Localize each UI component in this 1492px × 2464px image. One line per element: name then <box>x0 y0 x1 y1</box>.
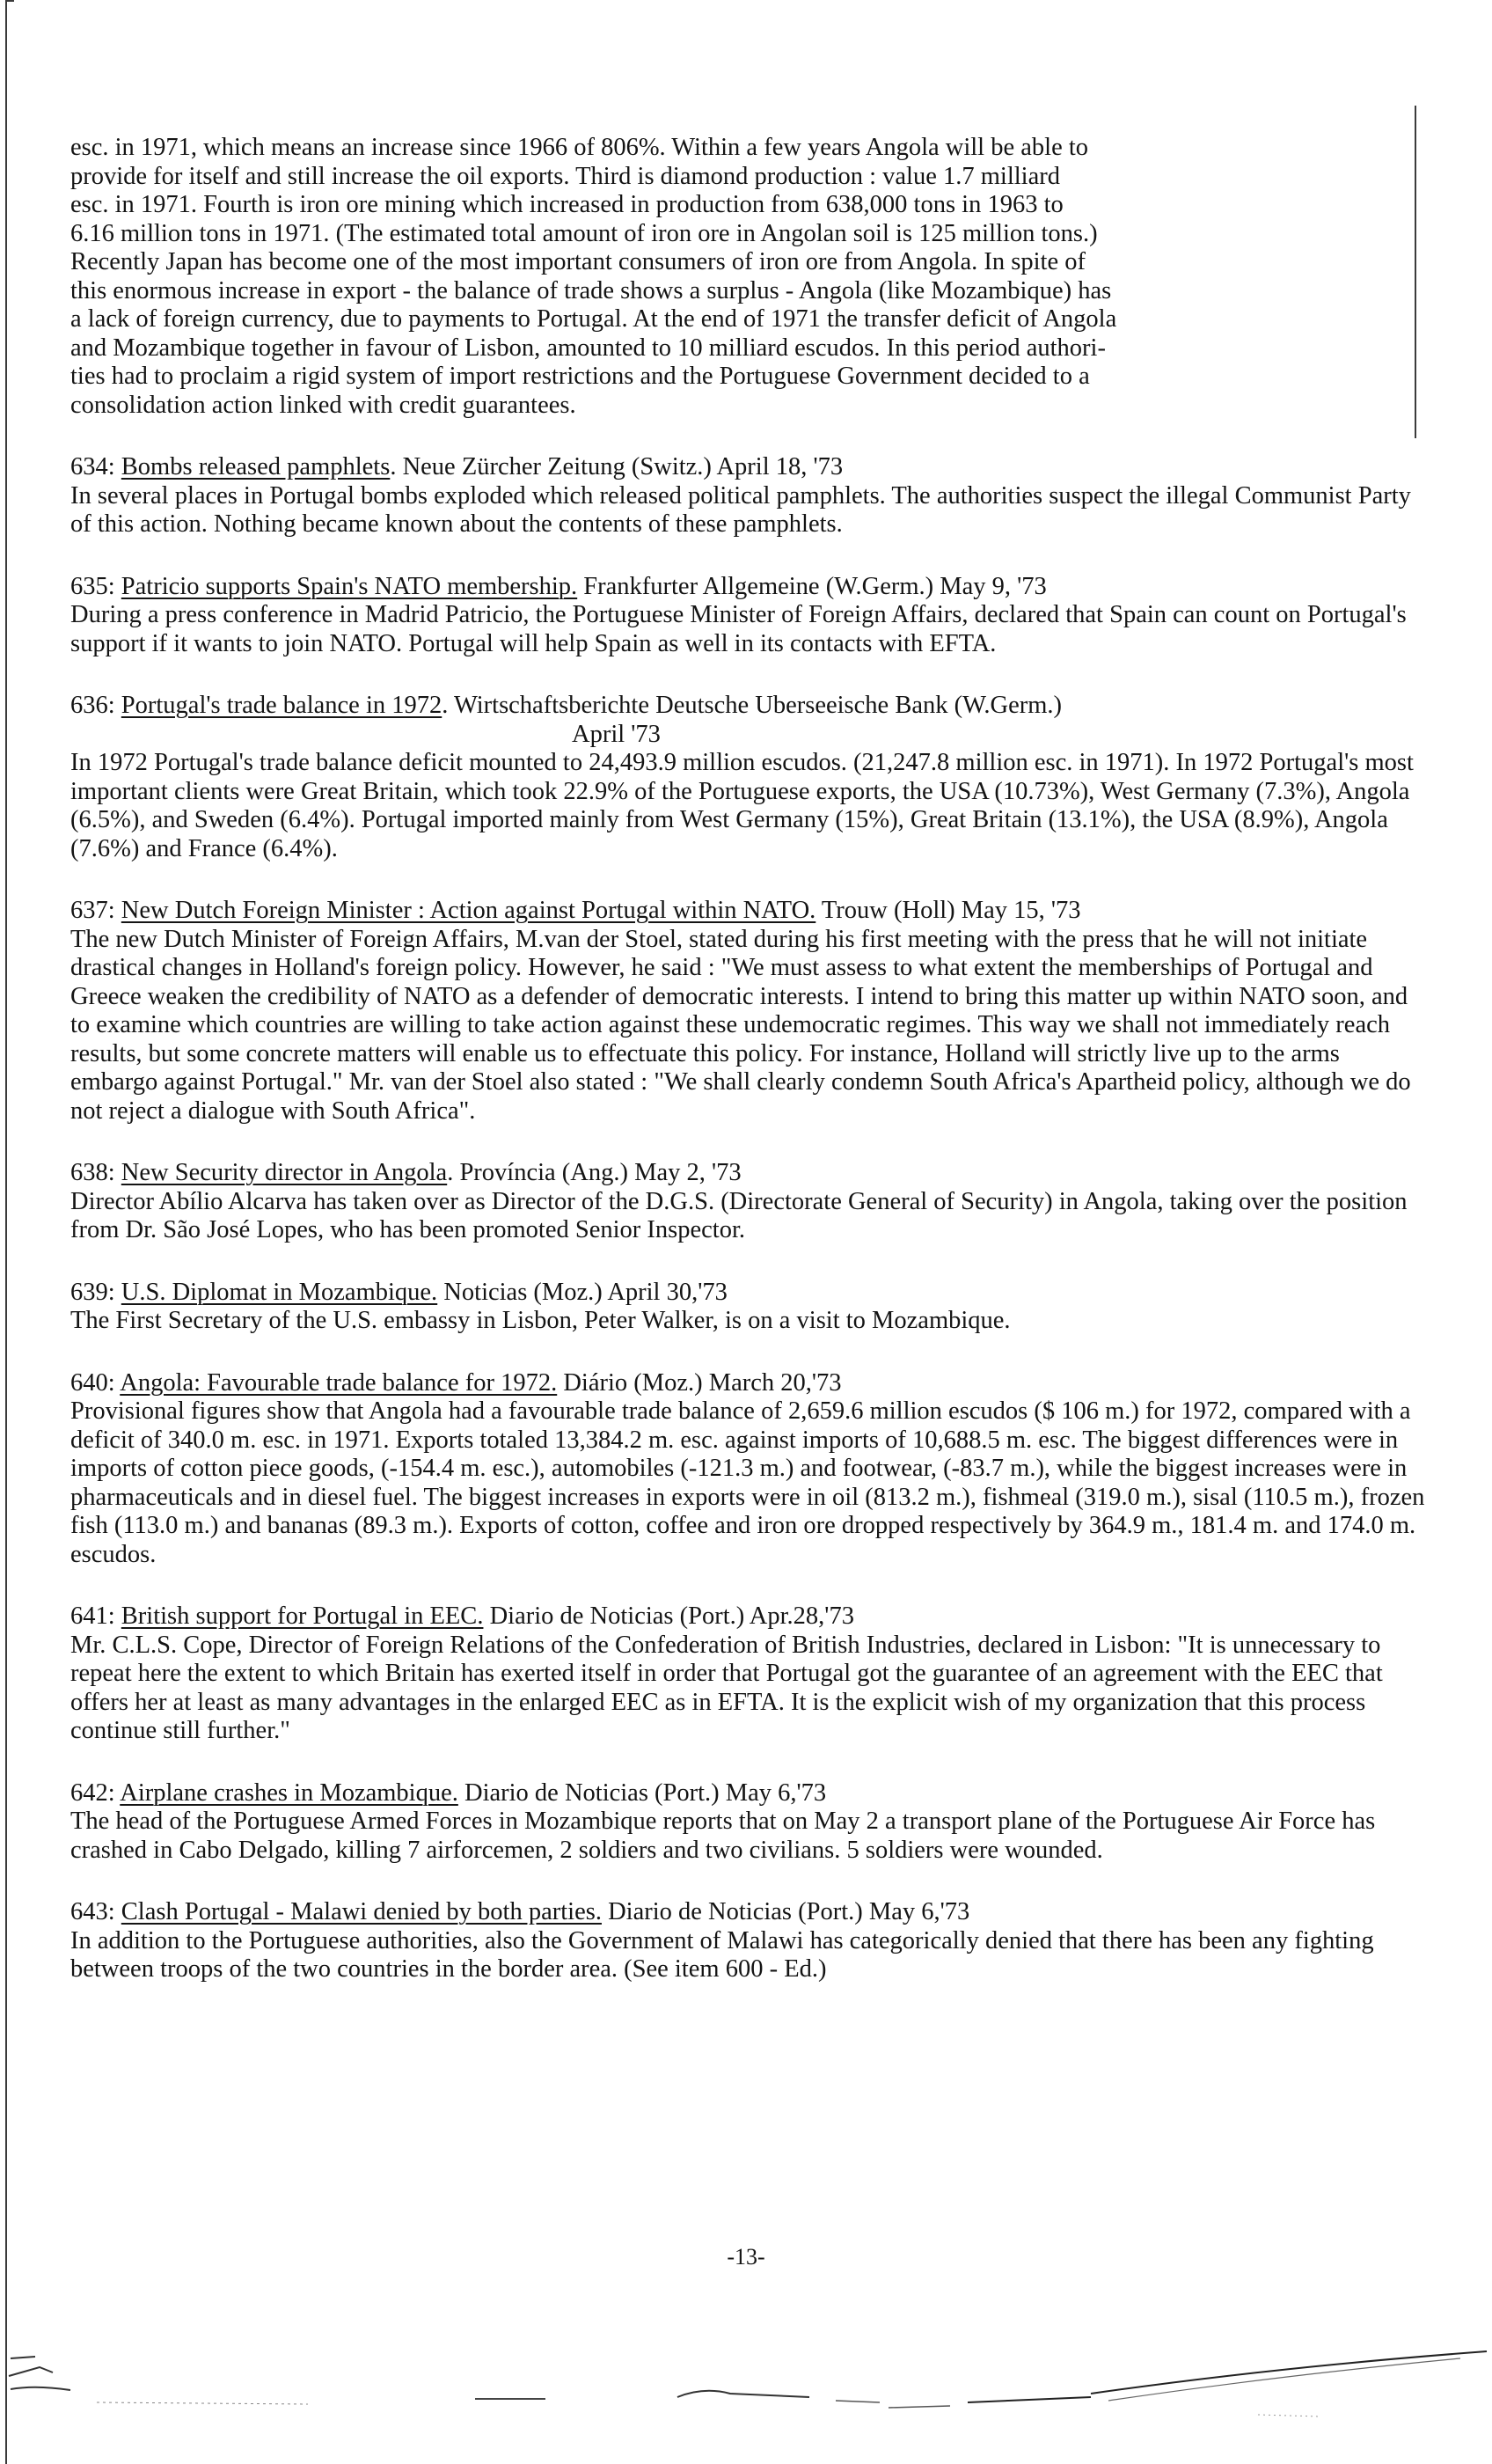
item-body: Director Abílio Alcarva has taken over as Director of the D.G.S. (Directorate General of Security) in Angola, taking over the position from Dr. São José Lopes, who has been promoted Senior Inspector. <box>70 1187 1408 1243</box>
item-source: . Província (Ang.) May 2, '73 <box>447 1159 742 1186</box>
page-number: -13- <box>727 2244 765 2270</box>
item-source: . Neue Zürcher Zeitung (Switz.) April 18, '73 <box>390 453 844 480</box>
intro-line: consolidation action linked with credit guarantees. <box>70 391 576 419</box>
item-body: Provisional figures show that Angola had a favourable trade balance of 2,659.6 million escudos ($ 106 m.) for 1972, compared with a deficit of 340.0 m. esc. in 1971. Exports totaled 13,384.2 m. esc. against imports of 10,688.5 m. esc. The biggest differences were in imports of cotton piece goods, (-154.4 m. esc.), automobiles (-121.3 m.) and footwear, (-83.7 m.), while the biggest increases were in pharmaceuticals and in diesel fuel. The biggest increases in exports were in oil (813.2 m.), fishmeal (319.0 m.), sisal (110.5 m.), frozen fish (113.0 m.) and bananas (89.3 m.). Exports of cotton, coffee and iron ore dropped respectively by 364.9 m., 181.4 m. and 174.0 m. escudos. <box>70 1397 1425 1568</box>
intro-line: 6.16 million tons in 1971. (The estimated total amount of iron ore in Angolan soil is 125 million tons.) <box>70 219 1098 247</box>
item-number: 634: <box>70 453 115 480</box>
item-title: U.S. Diplomat in Mozambique. <box>121 1278 438 1306</box>
item-body: The new Dutch Minister of Foreign Affairs, M.van der Stoel, stated during his first meeting with the press that he will not initiate drastical changes in Holland's foreign policy. However, he said : "We must assess to what extent the memberships of Portugal and Greece weaken the credibility of NATO as a defender of democratic interests. I intend to bring this matter up within NATO soon, and to examine which countries are willing to take action against these undemocratic regimes. This way we shall not immediately reach results, but some concrete matters will enable us to effectuate this policy. For instance, Holland will strictly live up to the arms embargo against Portugal." Mr. van der Stoel also stated : "We shall clearly condemn South Africa's Apartheid policy, although we do not reject a dialogue with South Africa". <box>70 925 1411 1125</box>
item-title: British support for Portugal in EEC. <box>121 1602 484 1630</box>
news-item-634 <box>70 453 1425 539</box>
item-title: Airplane crashes in Mozambique. <box>120 1778 458 1807</box>
item-title: Patricio supports Spain's NATO membership. <box>121 572 578 600</box>
item-body: In addition to the Portuguese authorities, also the Government of Malawi has categorically denied that there has been any fighting between troops of the two countries in the border area. (See item 600 - Ed.) <box>70 1926 1374 1983</box>
item-number: 638: <box>70 1159 115 1186</box>
item-body: In several places in Portugal bombs exploded which released political pamphlets. The authorities suspect the illegal Communist Party of this action. Nothing became known about the contents of these pamphlets. <box>70 481 1411 538</box>
intro-line: provide for itself and still increase the oil exports. Third is diamond production : value 1.7 milliard <box>70 162 1060 190</box>
item-title: Bombs released pamphlets <box>121 453 391 480</box>
intro-line: a lack of foreign currency, due to payments to Portugal. At the end of 1971 the transfer deficit of Angola <box>70 305 1117 333</box>
item-source: Noticias (Moz.) April 30,'73 <box>437 1278 728 1306</box>
item-source: Diario de Noticias (Port.) Apr.28,'73 <box>483 1602 854 1630</box>
news-item-637 <box>70 897 1425 1126</box>
news-item-heading <box>70 1279 1425 1308</box>
news-item-heading <box>70 1779 1425 1808</box>
item-number: 635: <box>70 572 115 600</box>
item-source: Diário (Moz.) March 20,'73 <box>557 1368 842 1397</box>
item-title: Portugal's trade balance in 1972 <box>121 692 442 719</box>
item-source: Diario de Noticias (Port.) May 6,'73 <box>457 1778 827 1807</box>
page-left-edge-line <box>5 0 7 2464</box>
item-body: The First Secretary of the U.S. embassy in Lisbon, Peter Walker, is on a visit to Mozambique. <box>70 1307 1011 1334</box>
news-item-642 <box>70 1779 1425 1866</box>
news-item-heading <box>70 1369 1425 1398</box>
item-number: 639: <box>70 1278 115 1306</box>
document-content <box>70 134 1425 1984</box>
item-number: 643: <box>70 1898 115 1925</box>
item-source: Frankfurter Allgemeine (W.Germ.) May 9, '73 <box>577 572 1047 600</box>
news-item-636 <box>70 692 1425 863</box>
item-number: 642: <box>70 1778 115 1807</box>
item-source-date: April '73 <box>572 720 661 748</box>
item-body: In 1972 Portugal's trade balance deficit mounted to 24,493.9 million escudos. (21,247.8 million esc. in 1971). In 1972 Portugal's most important clients were Great Britain, which took 22.9% of the Portuguese exports, the USA (10.73%), West Germany (7.3%), Angola (6.5%), and Sweden (6.4%). Portugal imported mainly from West Germany (15%), Great Britain (13.1%), the USA (8.9%), Angola (7.6%) and France (6.4%). <box>70 749 1414 862</box>
item-number: 637: <box>70 897 115 924</box>
news-item-638 <box>70 1159 1425 1245</box>
news-item-heading <box>70 453 1425 482</box>
news-item-643 <box>70 1898 1425 1984</box>
intro-line: ties had to proclaim a rigid system of import restrictions and the Portuguese Government decided to a <box>70 363 1090 390</box>
intro-line: this enormous increase in export - the balance of trade shows a surplus - Angola (like Mozambique) has <box>70 276 1112 304</box>
intro-line: esc. in 1971, which means an increase since 1966 of 806%. Within a few years Angola will be able to <box>70 134 1089 161</box>
intro-line: and Mozambique together in favour of Lisbon, amounted to 10 milliard escudos. In this period authori- <box>70 334 1106 362</box>
news-item-639 <box>70 1279 1425 1336</box>
news-item-635 <box>70 573 1425 659</box>
item-title: New Dutch Foreign Minister : Action against Portugal within NATO. <box>121 897 816 924</box>
intro-line: esc. in 1971. Fourth is iron ore mining which increased in production from 638,000 tons in 1963 to <box>70 191 1064 218</box>
news-item-heading <box>70 1602 1425 1632</box>
item-body: Mr. C.L.S. Cope, Director of Foreign Relations of the Confederation of British Industries, declared in Lisbon: "It is unnecessary to repeat here the extent to which Britain has exerted itself in order that Portugal got the guarantee of an agreement with the EEC that offers her at least as many advantages in the enlarged EEC as in EFTA. It is the explicit wish of my organization that this process continue still further." <box>70 1631 1383 1744</box>
item-number: 640: <box>70 1368 115 1397</box>
page-corner-mark <box>5 0 14 2</box>
item-source: Trouw (Holl) May 15, '73 <box>815 897 1081 924</box>
item-source: Diario de Noticias (Port.) May 6,'73 <box>601 1898 970 1925</box>
news-item-heading <box>70 573 1425 602</box>
news-item-640 <box>70 1369 1425 1570</box>
item-number: 636: <box>70 692 115 719</box>
news-item-641 <box>70 1602 1425 1746</box>
item-title: New Security director in Angola <box>121 1159 448 1186</box>
item-body: The head of the Portuguese Armed Forces in Mozambique reports that on May 2 a transport plane of the Portuguese Air Force has crashed in Cabo Delgado, killing 7 airforcemen, 2 soldiers and two civilians. 5 soldiers were wounded. <box>70 1808 1376 1864</box>
item-source: . Wirtschaftsberichte Deutsche Uberseeische Bank (W.Germ.) <box>442 692 1063 719</box>
news-item-heading <box>70 1898 1425 1927</box>
item-number: 641: <box>70 1602 115 1630</box>
intro-line: Recently Japan has become one of the most important consumers of iron ore from Angola. In spite of <box>70 248 1086 275</box>
item-title: Clash Portugal - Malawi denied by both parties. <box>121 1898 602 1925</box>
intro-paragraph <box>70 134 1425 420</box>
item-title: Angola: Favourable trade balance for 1972. <box>120 1368 558 1397</box>
news-item-heading <box>70 1159 1425 1188</box>
scan-artifact-scribbles <box>0 2306 1492 2455</box>
item-body: During a press conference in Madrid Patricio, the Portuguese Minister of Foreign Affairs, declared that Spain can count on Portugal's support if it wants to join NATO. Portugal will help Spain as well in its contacts with EFTA. <box>70 601 1407 657</box>
news-item-heading <box>70 897 1425 926</box>
news-item-heading <box>70 692 1425 721</box>
